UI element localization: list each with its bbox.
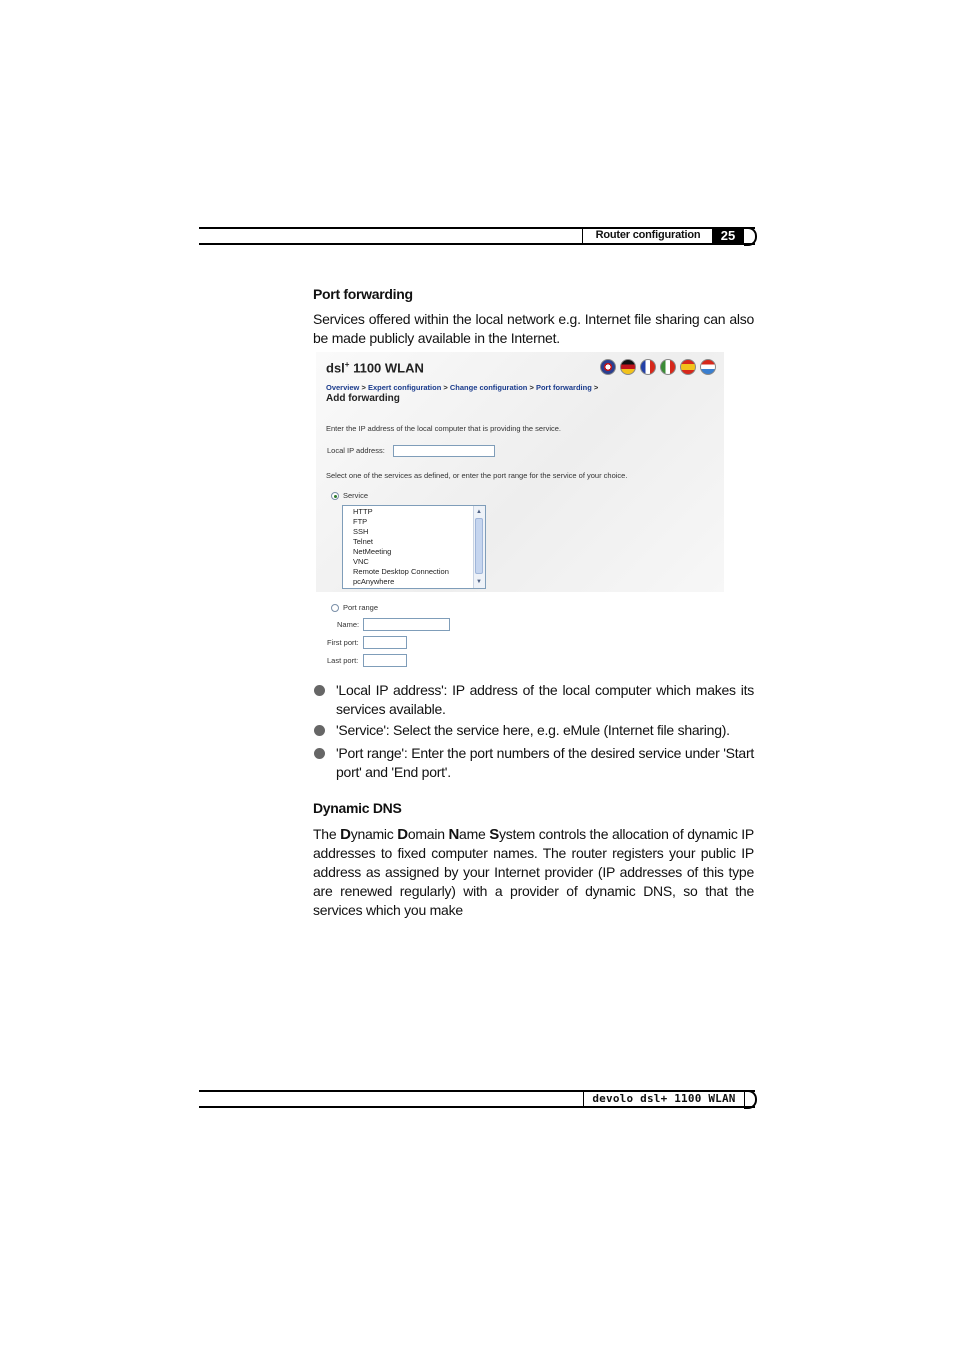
service-listbox-scrollbar[interactable] — [473, 506, 485, 588]
bullet-icon — [314, 748, 325, 759]
service-option-netmeeting[interactable]: NetMeeting — [353, 547, 392, 556]
footer-end-cap — [744, 1090, 757, 1109]
port-forwarding-intro: Services offered within the local network e.g. Internet file sharing can also be made publicly available in the Internet. — [313, 311, 754, 346]
last-port-label: Last port: — [327, 656, 359, 665]
name-label: Name: — [337, 620, 360, 629]
add-forwarding-title: Add forwarding — [326, 393, 400, 404]
language-flags — [600, 359, 716, 375]
service-option-ssh[interactable]: SSH — [353, 527, 369, 536]
field-description-list — [313, 681, 754, 782]
service-option-http[interactable]: HTTP — [353, 507, 373, 516]
service-radio[interactable] — [331, 492, 339, 500]
france-flag-icon[interactable] — [640, 359, 656, 375]
uk-flag-icon[interactable] — [600, 359, 616, 375]
netherlands-flag-icon[interactable] — [700, 359, 716, 375]
local-ip-input[interactable] — [393, 445, 495, 457]
breadcrumb-change-configuration[interactable]: Change configuration — [449, 383, 528, 392]
italy-flag-icon[interactable] — [660, 359, 676, 375]
service-option-pcanywhere[interactable]: pcAnywhere — [353, 577, 395, 586]
section-title-dynamic-dns: Dynamic DNS — [313, 800, 402, 816]
header-section-title: Router configuration — [582, 227, 713, 244]
scroll-down-icon[interactable]: ▼ — [476, 579, 482, 585]
list-item: 'Service': Select the service here, e.g. eMule (Internet file sharing). — [313, 721, 754, 740]
page-number: 25 — [712, 227, 744, 244]
footer-product-name: devolo dsl+ 1100 WLAN — [583, 1090, 745, 1107]
service-instruction: Select one of the services as defined, or enter the port range for the service of your choice. — [326, 471, 628, 480]
list-item: 'Local IP address': IP address of the local computer which makes its services available. — [313, 681, 754, 719]
port-range-radio[interactable] — [331, 604, 339, 612]
service-option-vnc[interactable]: VNC — [353, 557, 369, 566]
section-title-port-forwarding: Port forwarding — [313, 286, 413, 302]
service-radio-label: Service — [343, 491, 369, 500]
scroll-thumb[interactable] — [475, 518, 483, 574]
router-ui-screenshot — [316, 352, 724, 670]
port-range-radio-label: Port range — [343, 603, 379, 612]
bullet-icon — [314, 725, 325, 736]
service-listbox[interactable] — [342, 505, 486, 589]
service-option-remote-desktop[interactable]: Remote Desktop Connection — [353, 567, 449, 576]
last-port-input[interactable] — [363, 654, 407, 667]
service-option-telnet[interactable]: Telnet — [353, 537, 374, 546]
first-port-input[interactable] — [363, 636, 407, 649]
first-port-label: First port: — [327, 638, 359, 647]
dynamic-dns-paragraph: The Dynamic Domain Name System controls the allocation of dynamic IP addresses to fixed computer names. The router registers your public IP address as assigned by your Internet provider (IP addresses of this type are renewed regularly) with a provider of dynamic DNS, so that the services which you make — [313, 826, 755, 918]
name-input[interactable] — [363, 618, 450, 631]
bullet-icon — [314, 685, 325, 696]
breadcrumb: Overview > Expert configuration > Change configuration > Port forwarding > — [326, 383, 599, 392]
breadcrumb-overview[interactable]: Overview — [326, 383, 360, 392]
breadcrumb-port-forwarding[interactable]: Port forwarding — [535, 383, 592, 392]
router-brand-title: dsl+ 1100 WLAN — [326, 360, 424, 376]
local-ip-label: Local IP address: — [327, 446, 385, 455]
ip-instruction: Enter the IP address of the local computer that is providing the service. — [326, 424, 561, 433]
scroll-up-icon[interactable]: ▲ — [476, 509, 482, 515]
header-end-cap — [744, 227, 757, 246]
breadcrumb-expert-configuration[interactable]: Expert configuration — [367, 383, 442, 392]
service-option-ftp[interactable]: FTP — [353, 517, 368, 526]
spain-flag-icon[interactable] — [680, 359, 696, 375]
germany-flag-icon[interactable] — [620, 359, 636, 375]
list-item: 'Port range': Enter the port numbers of the desired service under 'Start port' and 'End port'. — [313, 744, 754, 782]
